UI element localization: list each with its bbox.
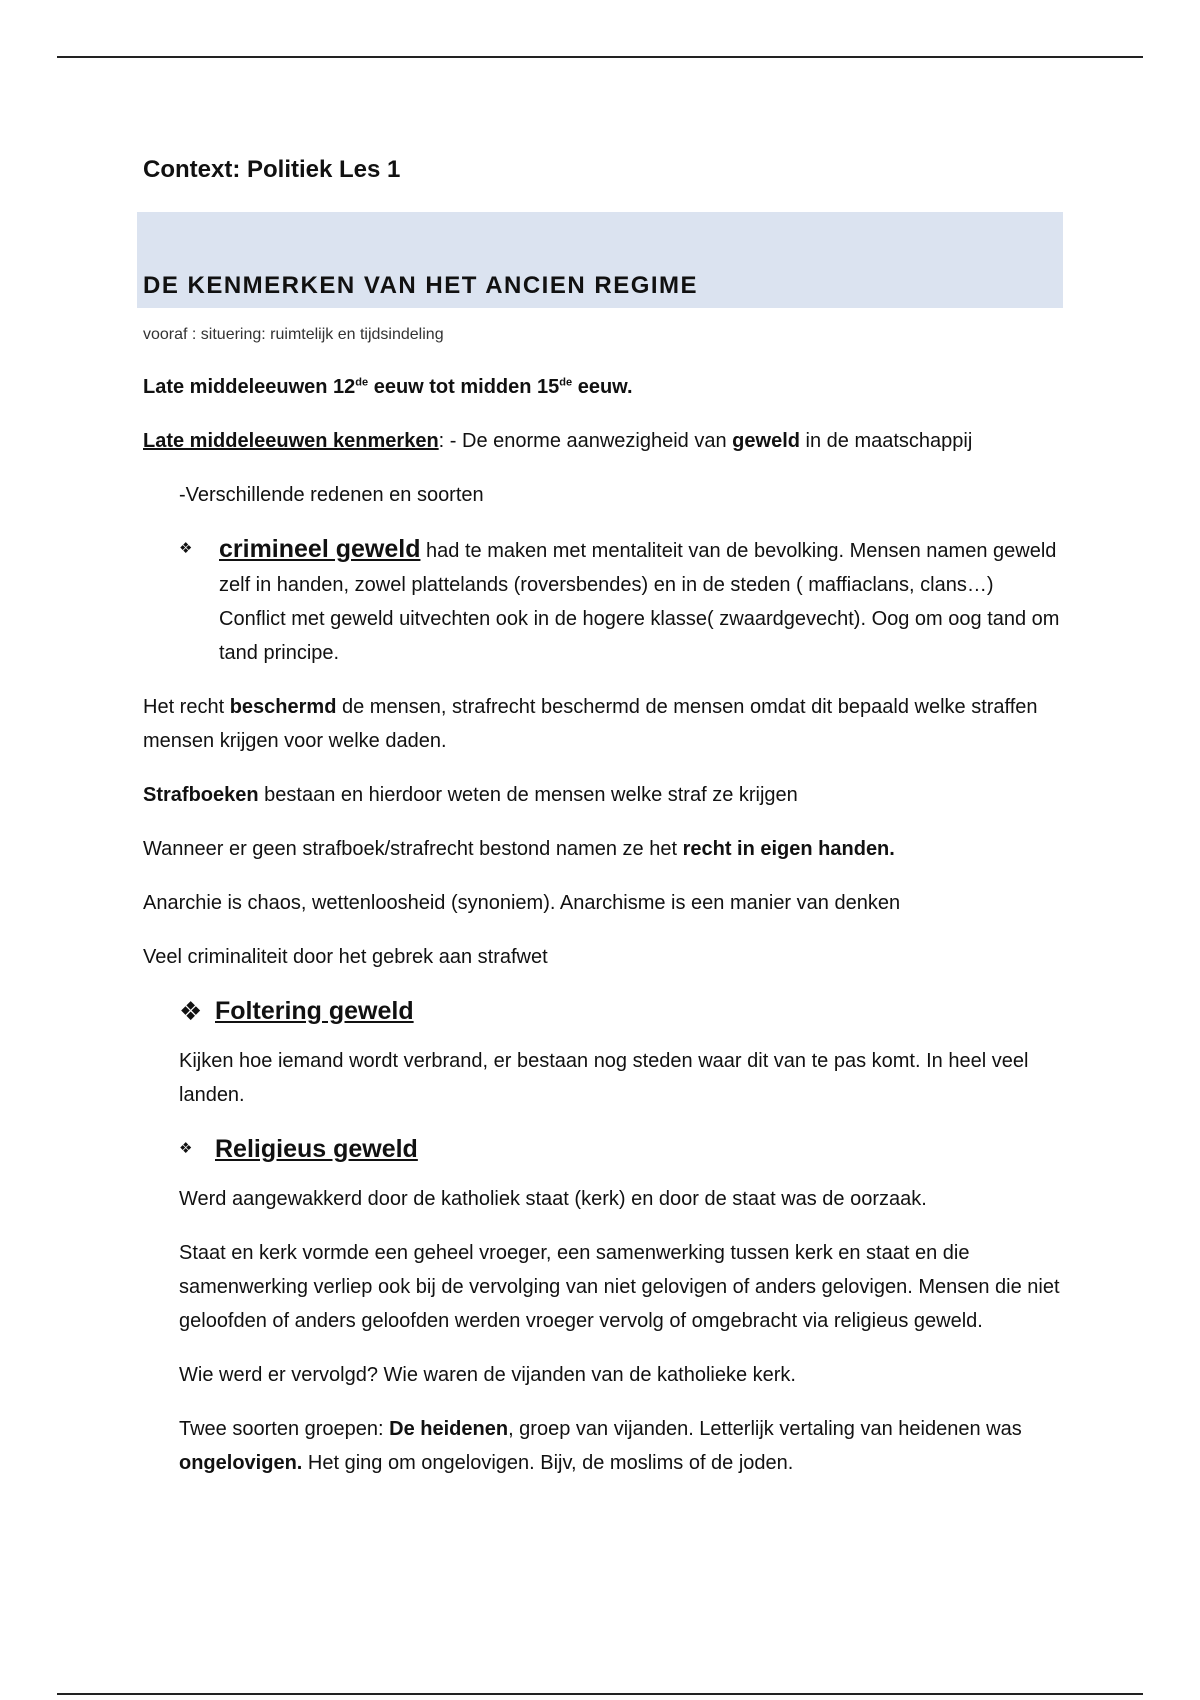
religieus-paragraph-3: Wie werd er vervolgd? Wie waren de vijanden van de katholieke kerk. [179,1364,796,1386]
strafboeken-paragraph: Strafboeken bestaan en hierdoor weten de mensen welke straf ze krijgen [143,784,798,806]
foltering-heading: ❖ Foltering geweld [179,996,414,1026]
kenmerken-line: Late middeleeuwen kenmerken: - De enorme aanwezigheid van geweld in de maatschappij [143,430,973,452]
religieus-paragraph-4: Twee soorten groepen: De heidenen, groep van vijanden. Letterlijk vertaling van heidenen was ongelovigen. Het ging om ongelovigen. Bijv, de moslims of de joden. [179,1418,1022,1474]
bottom-rule [57,1693,1143,1695]
page-title: Context: Politiek Les 1 [143,156,401,183]
section-heading: DE KENMERKEN VAN HET ANCIEN REGIME [143,272,699,299]
bullet-crimineel: ❖ crimineel geweld had te maken met mentaliteit van de bevolking. Mensen namen geweld zelf in handen, zowel plattelands (roversbendes) en in de steden ( maffiaclans, clans…) Conflict met geweld uitvechten ook in de hogere klasse( zwaardgevecht). Oog om oog tand om tand principe. [143,532,1063,670]
anarchie-paragraph: Anarchie is chaos, wettenloosheid (synoniem). Anarchisme is een manier van denken [143,892,901,914]
religieus-paragraph-1: Werd aangewakkerd door de katholiek staat (kerk) en door de staat was de oorzaak. [179,1188,927,1210]
crimineel-label: crimineel geweld [219,535,421,563]
intro-note: vooraf : situering: ruimtelijk en tijdsindeling [143,326,444,343]
period-line: Late middeleeuwen 12de eeuw tot midden 15de eeuw. [143,376,633,398]
religieus-paragraph-2: Staat en kerk vormde een geheel vroeger, een samenwerking tussen kerk en staat en die samenwerking verliep ook bij de vervolging van niet gelovigen of anders gelovigen. Mensen die niet geloofden of anders geloofden werden vroeger vervolg of omgebracht via religieus geweld. [179,1242,1060,1332]
document-page [143,150,1063,1474]
religieus-heading: ❖ Religieus geweld [143,1132,1063,1166]
diamond-bullet-icon: ❖ [179,996,203,1026]
recht-paragraph: Het recht beschermd de mensen, strafrecht beschermd de mensen omdat dit bepaald welke straffen mensen krijgen voor welke daden. [143,696,1038,752]
criminaliteit-paragraph: Veel criminaliteit door het gebrek aan strafwet [143,946,548,968]
body-text [143,370,1063,1500]
wanneer-paragraph: Wanneer er geen strafboek/strafrecht bestond namen ze het recht in eigen handen. [143,838,895,860]
diamond-bullet-icon: ❖ [179,1140,193,1157]
reasons-line: -Verschillende redenen en soorten [179,484,484,506]
foltering-paragraph: Kijken hoe iemand wordt verbrand, er bestaan nog steden waar dit van te pas komt. In heel veel landen. [179,1050,1029,1106]
top-rule [57,56,1143,58]
diamond-bullet-icon: ❖ [179,540,193,557]
